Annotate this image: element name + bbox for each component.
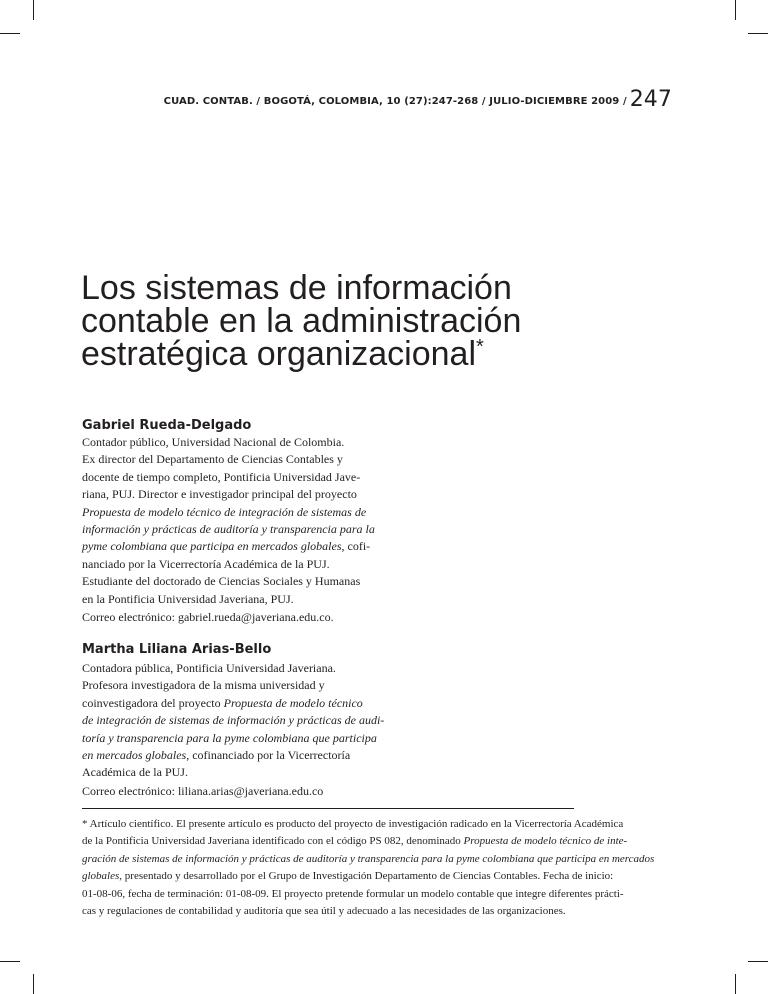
author-name: Martha Liliana Arias-Bello (82, 642, 272, 657)
bio-line: riana, PUJ. Director e investigador principal del proyecto (82, 487, 357, 502)
crop-mark (0, 961, 20, 962)
crop-mark (33, 974, 34, 994)
bio-line: Estudiante del doctorado de Ciencias Sociales y Humanas (82, 574, 361, 589)
bio-line: Contador público, Universidad Nacional de Colombia. (82, 435, 345, 449)
bio-line: de integración de sistemas de información y prácticas de audi- (82, 713, 385, 728)
author-bio (82, 434, 502, 626)
author-bio (82, 660, 502, 800)
footnote-line: globales, presentado y desarrollado por el Grupo de Investigación Departamento de Ciencias Contables. Fecha de inicio: (82, 870, 614, 883)
author-email: Correo electrónico: liliana.arias@javeriana.edu.co (82, 783, 324, 798)
footnote (82, 816, 702, 920)
crop-mark (735, 0, 736, 20)
footnote-line: * Artículo científico. El presente artículo es producto del proyecto de investigación radicado en la Vicerrectoría Académica (82, 818, 624, 830)
title-line: contable en la administración (81, 302, 522, 340)
crop-mark (748, 961, 768, 962)
article-title (81, 269, 721, 373)
crop-mark (735, 974, 736, 994)
crop-mark (33, 0, 34, 20)
crop-mark (0, 33, 20, 34)
bio-line: en la Pontificia Universidad Javeriana, PUJ. (82, 591, 294, 606)
crop-mark (748, 33, 768, 34)
footnote-line: gración de sistemas de información y prácticas de auditoría y transparencia para la pyme colombiana que participa en mercados (82, 852, 655, 865)
running-head: CUAD. CONTAB. / BOGOTÁ, COLOMBIA, 10 (27):247-268 / JULIO-DICIEMBRE 2009 / (163, 96, 627, 107)
author-email: Correo electrónico: gabriel.rueda@javeriana.edu.co. (82, 610, 334, 625)
bio-line: coinvestigadora del proyecto Propuesta de modelo técnico (82, 695, 363, 710)
page-number: 247 (629, 87, 672, 112)
bio-line: toría y transparencia para la pyme colombiana que participa (82, 730, 377, 745)
author-name: Gabriel Rueda-Delgado (82, 418, 252, 433)
footnote-line: 01-08-06, fecha de terminación: 01-08-09. El proyecto pretende formular un modelo contable que integre diferentes prácti- (82, 887, 624, 900)
bio-line: en mercados globales, cofinanciado por la Vicerrectoría (82, 748, 351, 763)
bio-line: información y prácticas de auditoría y transparencia para la (82, 522, 375, 537)
footnote-line: cas y regulaciones de contabilidad y auditoría que sea útil y adecuado a las necesidades de las organizaciones. (82, 905, 566, 918)
footnote-line: de la Pontificia Universidad Javeriana identificado con el código PS 082, denominado Propuesta de modelo técnico de inte- (82, 835, 628, 848)
footnote-divider (82, 808, 574, 809)
bio-line: nanciado por la Vicerrectoría Académica de la PUJ. (82, 556, 330, 571)
bio-line: Propuesta de modelo técnico de integración de sistemas de (82, 504, 367, 519)
bio-line: Académica de la PUJ. (82, 765, 188, 780)
footnote-mark: * (476, 336, 484, 358)
running-header (164, 88, 672, 114)
title-line: Los sistemas de información (81, 269, 512, 307)
bio-line: Ex director del Departamento de Ciencias Contables y (82, 452, 343, 467)
title-line: estratégica organizacional* (81, 335, 484, 373)
bio-line: Profesora investigadora de la misma universidad y (82, 678, 325, 693)
bio-line: Contadora pública, Pontificia Universidad Javeriana. (82, 661, 336, 675)
bio-line: docente de tiempo completo, Pontificia Universidad Jave- (82, 469, 361, 484)
bio-line: pyme colombiana que participa en mercados globales, cofi- (82, 539, 371, 554)
